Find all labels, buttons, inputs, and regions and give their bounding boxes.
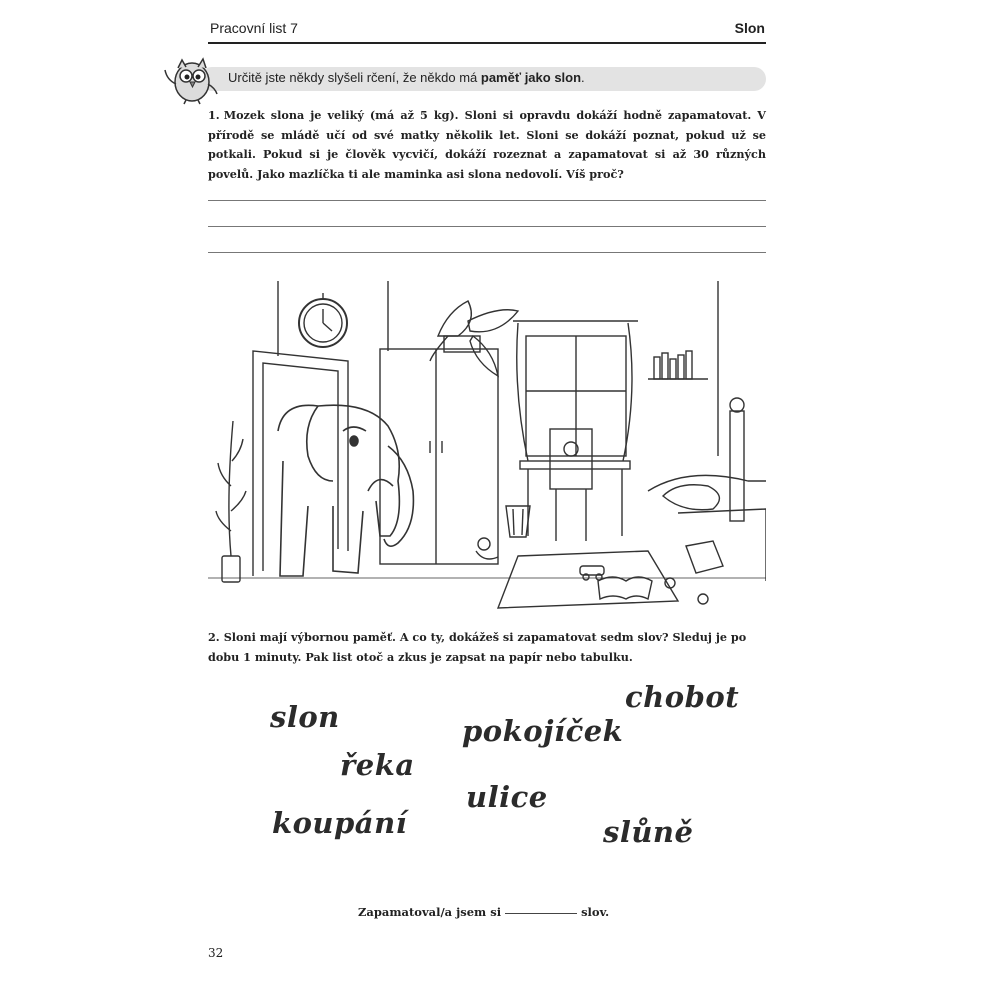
- room-illustration: [208, 281, 766, 618]
- wardrobe-icon: [380, 349, 498, 564]
- toy-icon: [476, 538, 498, 559]
- wall-clock-icon: [299, 293, 347, 347]
- memory-word: slon: [270, 700, 340, 734]
- hanging-plant-icon: [430, 301, 518, 376]
- chair-icon: [550, 429, 592, 541]
- header-rule: [208, 42, 766, 44]
- task-2: [208, 628, 766, 667]
- bookshelf-icon: [648, 351, 708, 379]
- memory-word: pokojíček: [462, 714, 624, 748]
- desk-icon: [520, 461, 630, 536]
- task-1: [208, 106, 766, 184]
- bed-icon: [648, 398, 766, 581]
- elephant-icon: [278, 405, 413, 576]
- window-icon: [513, 321, 638, 461]
- memory-word: koupání: [272, 806, 408, 840]
- intro-text: Určitě jste někdy slyšeli rčení, že někdo má paměť jako slon.: [228, 70, 585, 85]
- answer-line[interactable]: [208, 200, 766, 201]
- memory-word: slůně: [603, 815, 694, 849]
- page-number: 32: [208, 946, 224, 960]
- waste-basket-icon: [506, 506, 530, 537]
- task-2-number: 2.: [208, 630, 220, 644]
- intro-bold-phrase: paměť jako slon: [480, 70, 582, 85]
- task-2-text: Sloni mají výbornou paměť. A co ty, dokážeš si zapamatovat sedm slov? Sleduj je po dobu 1 minuty. Pak list otoč a zkus je zapsat na papír nebo tabulku.: [208, 630, 747, 664]
- owl-mascot-icon: [162, 54, 220, 106]
- recall-count-line: Zapamatoval/a jsem si slov.: [358, 905, 610, 919]
- task-1-text: Mozek slona je veliký (má až 5 kg). Sloni si opravdu dokáží hodně zapamatovat. V přírodě se mládě učí od své matky několik let. Sloni se dokáží poznat, pokud už se potkali. Pokud si je člověk vycvičí, dokáží rozeznat a zapamatovat si až 30 různých povelů. Jako mazlíčka ti ale maminka asi slona nedovolí. Víš proč?: [208, 108, 766, 181]
- memory-word: řeka: [340, 748, 415, 782]
- task-1-number: 1.: [208, 108, 220, 122]
- potted-plant-icon: [216, 421, 246, 582]
- recall-count-blank[interactable]: [505, 913, 577, 914]
- answer-line[interactable]: [208, 226, 766, 227]
- memory-word: chobot: [625, 680, 740, 714]
- memory-word: ulice: [466, 780, 548, 814]
- open-book-icon: [598, 577, 652, 599]
- worksheet-number: Pracovní list 7: [210, 20, 298, 36]
- answer-line[interactable]: [208, 252, 766, 253]
- worksheet-topic: Slon: [734, 20, 765, 36]
